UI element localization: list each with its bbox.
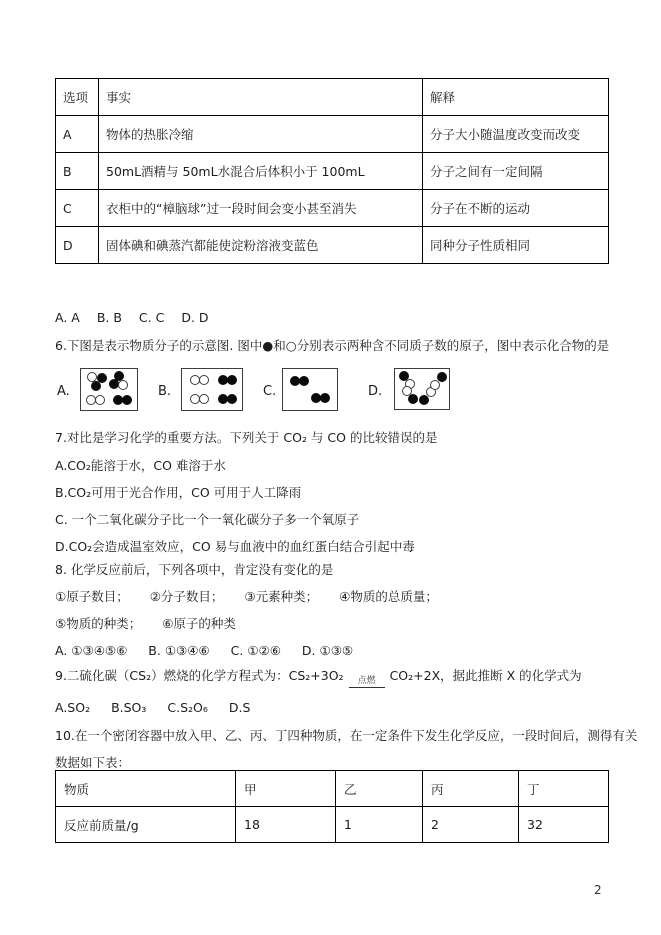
molecule-diagram-a xyxy=(80,368,138,411)
fact-table-header-row xyxy=(56,79,609,116)
q8-options-line xyxy=(55,643,370,659)
fact-option-cell: A xyxy=(56,116,99,153)
fact-table-row-a xyxy=(56,116,609,153)
black-atom xyxy=(437,372,447,382)
mass-table-header-row xyxy=(56,771,609,807)
q7-stem: 7.对比是学习化学的重要方法。下列关于 CO₂ 与 CO 的比较错误的是 xyxy=(55,430,438,445)
q10-stem-line-1: 10.在一个密闭容器中放入甲、乙、丙、丁四种物质，在一定条件下发生化学反应，一段时间后，测得有关 xyxy=(55,728,638,743)
mass-value-yi: 1 xyxy=(336,807,423,843)
q8-item: ⑥原子的种类 xyxy=(162,616,236,631)
mass-row-label: 反应前质量/g xyxy=(56,807,236,843)
answer-choice: B. B xyxy=(96,310,122,325)
q9-stem xyxy=(55,668,582,688)
fact-table-row-b xyxy=(56,153,609,190)
q8-item: ④物质的总质量； xyxy=(339,589,438,604)
q8-items-line-2 xyxy=(55,616,253,632)
q6-stem: 6.下图是表示物质分子的示意图. 图中●和○分别表示两种含不同质子数的原子，图中表示化合物的是 xyxy=(55,338,610,353)
fact-cell: 50mL酒精与 50mL水混合后体积小于 100mL xyxy=(99,153,423,190)
black-atom xyxy=(408,394,418,404)
q9-options-line xyxy=(55,700,267,716)
q6-option-d-label: D. xyxy=(368,384,383,399)
black-atom xyxy=(299,376,309,386)
mass-value-jia: 18 xyxy=(236,807,336,843)
mass-table-header-jia: 甲 xyxy=(236,771,336,807)
q8-option: B. ①③④⑥ xyxy=(148,643,210,658)
explain-cell: 分子之间有一定间隔 xyxy=(423,153,609,190)
answer-choice: D. D xyxy=(181,310,209,325)
white-atom xyxy=(199,375,209,385)
fact-option-cell: D xyxy=(56,227,99,264)
ignite-condition xyxy=(349,676,385,688)
q8-item: ②分子数目； xyxy=(149,589,224,604)
ignite-condition-label: 点燃 xyxy=(349,676,385,688)
page-number: 2 xyxy=(594,883,602,897)
q9-option: C.S₂O₆ xyxy=(167,700,208,715)
molecule-diagram-d xyxy=(394,368,450,410)
fact-table-header-explain: 解释 xyxy=(423,79,609,116)
answer-choice: A. A xyxy=(55,310,80,325)
fact-table xyxy=(55,78,609,264)
fact-cell: 固体碘和碘蒸汽都能使淀粉溶液变蓝色 xyxy=(99,227,423,264)
q7-option-a: A.CO₂能溶于水，CO 难溶于水 xyxy=(55,458,226,473)
black-atom xyxy=(122,395,132,405)
mass-table-header-bing: 丙 xyxy=(423,771,519,807)
q8-option: C. ①②⑥ xyxy=(230,643,281,658)
fact-cell: 衣柜中的“樟脑球”过一段时间会变小甚至消失 xyxy=(99,190,423,227)
mass-table-header-yi: 乙 xyxy=(336,771,423,807)
q7-option-b: B.CO₂可用于光合作用，CO 可用于人工降雨 xyxy=(55,485,302,500)
black-atom xyxy=(227,394,237,404)
mass-value-bing: 2 xyxy=(423,807,519,843)
fact-option-cell: C xyxy=(56,190,99,227)
black-atom xyxy=(91,381,101,391)
explain-cell: 分子在不断的运动 xyxy=(423,190,609,227)
fact-table-header-fact: 事实 xyxy=(99,79,423,116)
fact-table-header-option: 选项 xyxy=(56,79,99,116)
q8-item: ①原子数目； xyxy=(55,589,129,604)
mass-value-ding: 32 xyxy=(519,807,609,843)
q6-option-b-label: B. xyxy=(158,384,172,399)
q6-option-c-label: C. xyxy=(263,384,277,399)
fact-cell: 物体的热胀冷缩 xyxy=(99,116,423,153)
q9-stem-post: CO₂+2X，据此推断 X 的化学式为 xyxy=(389,668,582,683)
white-atom xyxy=(199,394,209,404)
q9-option: B.SO₃ xyxy=(111,700,147,715)
black-atom xyxy=(320,393,330,403)
q7-option-d: D.CO₂会造成温室效应，CO 易与血液中的血红蛋白结合引起中毒 xyxy=(55,539,415,554)
q8-items-line-1 xyxy=(55,589,455,605)
q9-stem-pre: 9.二硫化碳（CS₂）燃烧的化学方程式为：CS₂+3O₂ xyxy=(55,668,344,683)
q8-option: D. ①③⑤ xyxy=(301,643,354,658)
q9-option: A.SO₂ xyxy=(55,700,91,715)
mass-table-data-row xyxy=(56,807,609,843)
molecule-diagram-b xyxy=(181,368,243,411)
black-atom xyxy=(227,375,237,385)
black-atom xyxy=(419,395,429,405)
explain-cell: 分子大小随温度改变而改变 xyxy=(423,116,609,153)
q9-option: D.S xyxy=(228,700,251,715)
explain-cell: 同种分子性质相同 xyxy=(423,227,609,264)
q8-stem: 8. 化学反应前后，下列各项中，肯定没有变化的是 xyxy=(55,562,334,577)
q8-item: ⑤物质的种类； xyxy=(55,616,142,631)
fact-table-row-c xyxy=(56,190,609,227)
q5-answer-choices-line xyxy=(55,310,222,326)
answer-choice: C. C xyxy=(138,310,165,325)
white-atom xyxy=(118,380,128,390)
mass-table-header-ding: 丁 xyxy=(519,771,609,807)
q8-item: ③元素种类； xyxy=(244,589,319,604)
molecule-diagram-c xyxy=(282,368,338,411)
fact-option-cell: B xyxy=(56,153,99,190)
mass-table-header-substance: 物质 xyxy=(56,771,236,807)
fact-table-row-d xyxy=(56,227,609,264)
white-atom xyxy=(430,380,440,390)
q7-option-c: C. 一个二氧化碳分子比一个一氧化碳分子多一个氧原子 xyxy=(55,512,360,527)
q10-stem-line-2: 数据如下表： xyxy=(55,755,131,770)
q8-option: A. ①③④⑤⑥ xyxy=(55,643,128,658)
q6-option-a-label: A. xyxy=(57,384,70,399)
mass-table xyxy=(55,770,609,843)
white-atom xyxy=(95,395,105,405)
